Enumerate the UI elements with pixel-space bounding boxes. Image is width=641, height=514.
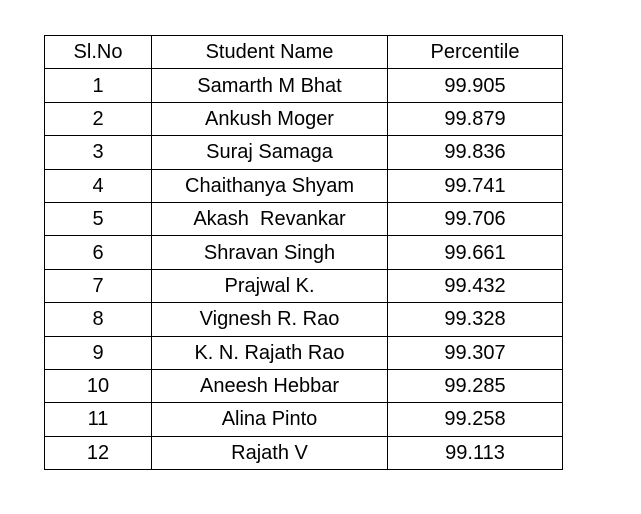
student-name-cell: Ankush Moger xyxy=(152,102,388,135)
table-row xyxy=(45,303,563,336)
serial-number-cell: 11 xyxy=(45,403,152,436)
student-name-cell: Chaithanya Shyam xyxy=(152,169,388,202)
table-row xyxy=(45,369,563,402)
percentile-cell: 99.432 xyxy=(388,269,563,302)
serial-number-cell: 8 xyxy=(45,303,152,336)
serial-number-cell: 5 xyxy=(45,202,152,235)
percentile-cell: 99.741 xyxy=(388,169,563,202)
results-table xyxy=(44,35,563,470)
serial-number-cell: 2 xyxy=(45,102,152,135)
percentile-cell: 99.879 xyxy=(388,102,563,135)
table-header xyxy=(45,36,563,69)
percentile-cell: 99.113 xyxy=(388,436,563,469)
table-row xyxy=(45,202,563,235)
student-name-cell: Alina Pinto xyxy=(152,403,388,436)
serial-number-cell: 1 xyxy=(45,69,152,102)
student-name-cell: Rajath V xyxy=(152,436,388,469)
serial-number-cell: 6 xyxy=(45,236,152,269)
table-row xyxy=(45,336,563,369)
header-row xyxy=(45,36,563,69)
table-row xyxy=(45,69,563,102)
header-percentile: Percentile xyxy=(388,36,563,69)
header-sl-no: Sl.No xyxy=(45,36,152,69)
serial-number-cell: 4 xyxy=(45,169,152,202)
percentile-cell: 99.328 xyxy=(388,303,563,336)
student-name-cell: Vignesh R. Rao xyxy=(152,303,388,336)
table-row xyxy=(45,436,563,469)
student-name-cell: Suraj Samaga xyxy=(152,136,388,169)
percentile-cell: 99.307 xyxy=(388,336,563,369)
serial-number-cell: 10 xyxy=(45,369,152,402)
table-row xyxy=(45,102,563,135)
percentile-cell: 99.258 xyxy=(388,403,563,436)
table-row xyxy=(45,136,563,169)
student-name-cell: Shravan Singh xyxy=(152,236,388,269)
student-name-cell: Akash Revankar xyxy=(152,202,388,235)
table-row xyxy=(45,169,563,202)
percentile-cell: 99.905 xyxy=(388,69,563,102)
header-student-name: Student Name xyxy=(152,36,388,69)
student-name-cell: Prajwal K. xyxy=(152,269,388,302)
student-name-cell: K. N. Rajath Rao xyxy=(152,336,388,369)
student-name-cell: Samarth M Bhat xyxy=(152,69,388,102)
table-body xyxy=(45,69,563,470)
serial-number-cell: 3 xyxy=(45,136,152,169)
table-row xyxy=(45,269,563,302)
student-name-cell: Aneesh Hebbar xyxy=(152,369,388,402)
percentile-cell: 99.285 xyxy=(388,369,563,402)
serial-number-cell: 12 xyxy=(45,436,152,469)
percentile-cell: 99.706 xyxy=(388,202,563,235)
table-row xyxy=(45,236,563,269)
table-row xyxy=(45,403,563,436)
percentile-cell: 99.836 xyxy=(388,136,563,169)
percentile-cell: 99.661 xyxy=(388,236,563,269)
serial-number-cell: 7 xyxy=(45,269,152,302)
serial-number-cell: 9 xyxy=(45,336,152,369)
